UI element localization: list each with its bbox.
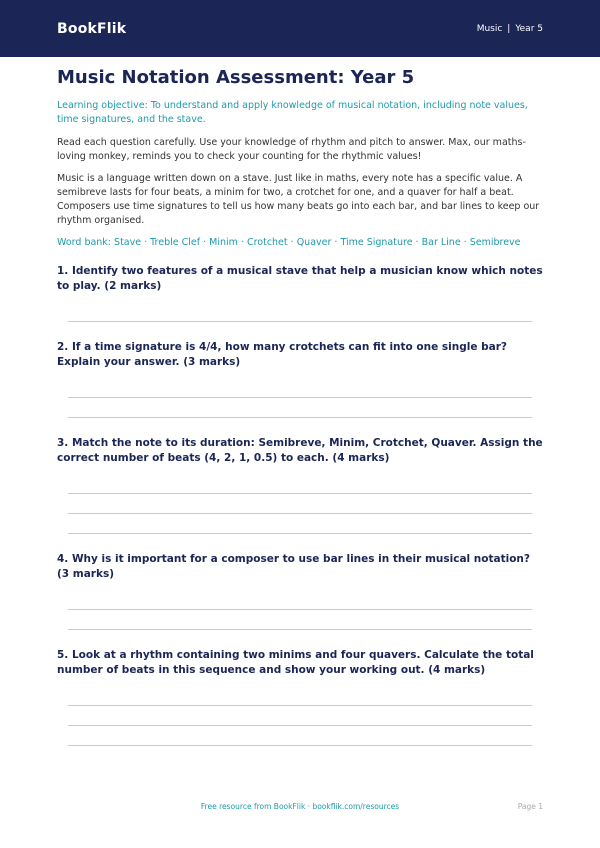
answer-line[interactable] xyxy=(68,513,532,514)
answer-area-4[interactable] xyxy=(57,582,543,630)
answer-line[interactable] xyxy=(68,533,532,534)
question-1 xyxy=(57,264,543,322)
instructions-paragraph: Read each question carefully. Use your knowledge of rhythm and pitch to answer. Max, our maths-loving monkey, reminds you to check your counting for the rhythmic values! xyxy=(57,137,526,162)
question-3-text: 3. Match the note to its duration: Semibreve, Minim, Crotchet, Quaver. Assign the correct number of beats (4, 2, 1, 0.5) to each. (4 marks) xyxy=(57,437,543,464)
answer-line[interactable] xyxy=(68,417,532,418)
meta-separator: | xyxy=(507,23,511,34)
question-3 xyxy=(57,436,543,534)
answer-area-3[interactable] xyxy=(57,466,543,534)
question-5-text: 5. Look at a rhythm containing two minims and four quavers. Calculate the total number of beats in this sequence and show your working out. (4 marks) xyxy=(57,649,534,676)
answer-area-5[interactable] xyxy=(57,678,543,746)
question-2 xyxy=(57,340,543,418)
question-4 xyxy=(57,552,543,630)
page-number: Page 1 xyxy=(517,802,543,811)
header-bar xyxy=(0,0,600,57)
header-meta xyxy=(477,24,543,34)
page-title: Music Notation Assessment: Year 5 xyxy=(57,67,415,88)
word-bank: Word bank: Stave · Treble Clef · Minim · Crotchet · Quaver · Time Signature · Bar Line · Semibreve xyxy=(57,237,521,248)
answer-line[interactable] xyxy=(68,493,532,494)
subject-label: Music xyxy=(476,23,503,34)
answer-line[interactable] xyxy=(68,745,532,746)
learning-objective: Learning objective: To understand and apply knowledge of musical notation, including note values, time signatures, and the stave. xyxy=(57,100,528,125)
intro-paragraph: Music is a language written down on a stave. Just like in maths, every note has a specific value. A semibreve lasts for four beats, a minim for two, a crotchet for one, and a quaver for half a beat. Composers use time signatures to tell us how many beats go into each bar, and bar lines to keep our rhythm organised. xyxy=(57,173,540,226)
answer-area-1[interactable] xyxy=(57,294,543,322)
answer-line[interactable] xyxy=(68,321,532,322)
answer-line[interactable] xyxy=(68,397,532,398)
page-footer xyxy=(57,802,543,814)
answer-line[interactable] xyxy=(68,609,532,610)
question-5 xyxy=(57,648,543,746)
brand-logo: BookFlik xyxy=(57,20,127,37)
answer-line[interactable] xyxy=(68,725,532,726)
question-1-text: 1. Identify two features of a musical stave that help a musician know which notes to play. (2 marks) xyxy=(57,265,543,292)
year-label: Year 5 xyxy=(515,23,543,34)
answer-area-2[interactable] xyxy=(57,370,543,418)
question-2-text: 2. If a time signature is 4/4, how many crotchets can fit into one single bar? Explain your answer. (3 marks) xyxy=(57,341,507,368)
answer-line[interactable] xyxy=(68,705,532,706)
answer-line[interactable] xyxy=(68,629,532,630)
question-4-text: 4. Why is it important for a composer to use bar lines in their musical notation? (3 marks) xyxy=(57,553,530,580)
worksheet-content xyxy=(57,66,543,746)
footer-source-link[interactable]: Free resource from BookFlik · bookflik.com/resources xyxy=(200,802,400,811)
